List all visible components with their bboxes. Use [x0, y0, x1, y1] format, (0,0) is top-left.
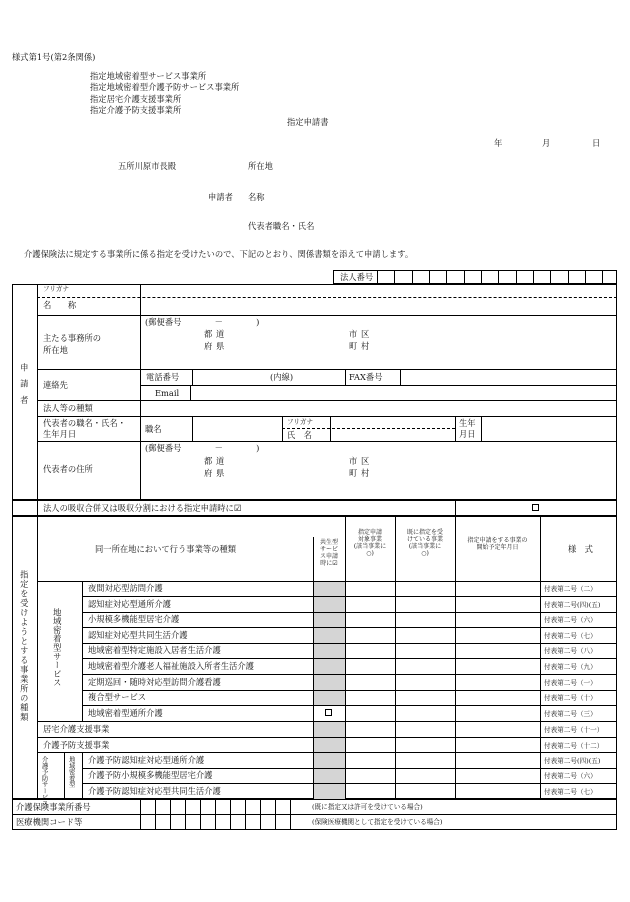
contact-label: 連絡先: [43, 380, 68, 390]
service-row-13: 介護予防小規模多機能型居宅介護: [88, 770, 213, 780]
rep-name-label: 氏 名: [287, 430, 312, 440]
date-day: 日: [592, 138, 601, 148]
service-row-4: 認知症対応型共同生活介護: [88, 630, 188, 640]
form-ref-9: 付表第二号（三）: [544, 710, 597, 718]
rep-pref-fu: 府: [204, 468, 213, 478]
group-prevention-sub-label: 地域密着型: [67, 756, 75, 788]
position-label: 職名: [145, 424, 162, 434]
pref-to: 都: [204, 329, 213, 339]
form-ref-2: 付表第二号(四)(五): [544, 601, 601, 609]
insurance-number-note: (既に指定又は許可を受けている場合): [312, 803, 423, 811]
main-office-label-2: 所在地: [43, 345, 68, 355]
merger-checkbox[interactable]: [532, 504, 539, 511]
service-row-7: 定期巡回・随時対応型訪問介護看護: [88, 677, 221, 687]
office-type-4: 指定介護予防支援事業所: [90, 105, 182, 115]
office-type-3: 指定居宅介護支援事業所: [90, 94, 182, 104]
merger-label: 法人の吸収合併又は吸収分割における指定申請時に☑: [43, 503, 242, 513]
rep-pref-to: 都: [204, 456, 213, 466]
medical-code-note: (保険医療機関として指定を受けている場合): [312, 818, 443, 826]
shared-service-checkbox[interactable]: [325, 709, 332, 716]
medical-code-input[interactable]: [141, 815, 290, 829]
form-ref-14: 付表第二号（七）: [544, 788, 597, 796]
rep-city-ku: 区: [361, 456, 370, 466]
service-row-12: 介護予防認知症対応型通所介護: [88, 755, 205, 765]
rep-furigana-label: フリガナ: [287, 418, 314, 426]
birth-label-2: 月日: [459, 429, 476, 439]
form-ref-6: 付表第二号（九）: [544, 663, 597, 671]
form-ref-12: 付表第二号(四)(五): [544, 757, 601, 765]
fax-input[interactable]: [401, 370, 616, 384]
insurance-number-label: 介護保険事業所番号: [16, 802, 91, 812]
form-ref-5: 付表第二号（八）: [544, 647, 597, 655]
furigana-label: フリガナ: [43, 285, 70, 293]
group-community-label: 地域密着型サービス: [52, 608, 63, 688]
rep-info-label-1: 代表者の職名・氏名・: [43, 418, 126, 428]
form-ref-1: 付表第二号（二）: [544, 585, 597, 593]
service-row-1: 夜間対応型訪問介護: [88, 583, 163, 593]
date-month: 月: [542, 138, 551, 148]
form-ref-3: 付表第二号（六）: [544, 616, 597, 624]
date-year: 年: [494, 138, 503, 148]
email-input[interactable]: [191, 386, 616, 399]
applicant-label: 申請者: [208, 192, 233, 202]
rep-pref-ken: 県: [216, 468, 225, 478]
city-mura: 村: [361, 341, 370, 351]
main-office-label-1: 主たる事務所の: [43, 333, 102, 343]
form-ref-11: 付表第二号（十二）: [544, 742, 604, 750]
col-header-target: 指定申請 対象事業 (該当事業に ○): [353, 529, 387, 557]
form-ref-8: 付表第二号（十）: [544, 694, 597, 702]
col-header-shared: 共生型 サービ ス申請 時に☑: [319, 539, 338, 567]
col-header-type: 同一所在地において行う事業等の種類: [95, 544, 237, 554]
location-label: 所在地: [248, 161, 273, 171]
rep-postal-code-field[interactable]: (郵便番号 － ): [145, 443, 260, 453]
rep-name-input[interactable]: [331, 429, 454, 440]
pref-ken: 県: [216, 341, 225, 351]
city-shi: 市: [349, 329, 358, 339]
service-row-3: 小規模多機能型居宅介護: [88, 614, 180, 624]
statement: 介護保険法に規定する事業所に係る指定を受けたいので、下記のとおり、関係書類を添えて申請します。: [24, 249, 414, 259]
email-label: Email: [155, 388, 180, 398]
rep-city-shi: 市: [349, 456, 358, 466]
office-type-1: 指定地域密着型サービス事業所: [90, 71, 207, 81]
corp-number-box[interactable]: [333, 270, 617, 284]
name-label: 名称: [248, 192, 265, 202]
corp-name-input[interactable]: [141, 298, 616, 314]
rep-address-label: 代表者の住所: [43, 464, 93, 474]
page-title: 指定申請書: [287, 117, 329, 127]
col-header-form: 様 式: [568, 544, 593, 554]
insurance-number-input[interactable]: [141, 800, 290, 813]
corp-name-label: 名 称: [43, 300, 77, 310]
col-header-start: 指定申請をする事業の 開始予定年月日: [467, 537, 528, 551]
form-ref-7: 付表第二号（一）: [544, 679, 597, 687]
phone-label: 電話番号: [146, 372, 180, 382]
rep-pref-do: 道: [216, 456, 225, 466]
city-ku: 区: [361, 329, 370, 339]
service-row-11: 介護予防支援事業: [43, 740, 110, 750]
services-side-label: 指定を受けようとする事業所の種類: [19, 570, 30, 722]
fax-label: FAX番号: [349, 372, 383, 382]
service-row-9: 地域密着型通所介護: [88, 708, 163, 718]
furigana-input[interactable]: [141, 285, 616, 297]
pref-fu: 府: [204, 341, 213, 351]
service-row-2: 認知症対応型通所介護: [88, 599, 171, 609]
medical-code-label: 医療機関コード等: [16, 817, 83, 827]
corp-type-label: 法人等の種類: [43, 403, 93, 413]
rep-city-mura: 村: [361, 468, 370, 478]
position-input[interactable]: [193, 417, 281, 440]
service-row-8: 複合型サービス: [88, 692, 147, 702]
birth-input[interactable]: [482, 417, 616, 440]
service-row-14: 介護予防認知症対応型共同生活介護: [88, 786, 221, 796]
rep-info-label-2: 生年月日: [43, 429, 77, 439]
form-ref-13: 付表第二号（六）: [544, 772, 597, 780]
form-ref-10: 付表第二号（十一）: [544, 726, 604, 734]
col-header-existing: 既に指定を受 けている事業 (該当事業に ○): [406, 529, 443, 557]
applicant-side-label: 申請者: [19, 363, 30, 412]
corp-number-label: 法人番号: [340, 272, 374, 282]
representative-label: 代表者職名・氏名: [248, 221, 315, 231]
city-machi: 町: [349, 341, 358, 351]
addressee: 五所川原市長殿: [118, 161, 177, 171]
rep-city-machi: 町: [349, 468, 358, 478]
postal-code-field[interactable]: (郵便番号 － ): [145, 317, 260, 327]
form-number: 様式第1号(第2条関係): [12, 52, 96, 62]
group-prevention-label: 介護予防サービス: [40, 756, 48, 807]
birth-label-1: 生年: [459, 418, 476, 428]
form-ref-4: 付表第二号（七）: [544, 632, 597, 640]
service-row-10: 居宅介護支援事業: [43, 724, 110, 734]
service-row-6: 地域密着型介護老人福祉施設入所者生活介護: [88, 661, 254, 671]
extension-label: (内線): [270, 372, 294, 382]
phone-input[interactable]: [193, 370, 344, 384]
pref-do: 道: [216, 329, 225, 339]
office-type-2: 指定地域密着型介護予防サービス事業所: [90, 82, 240, 92]
service-row-5: 地域密着型特定施設入居者生活介護: [88, 645, 221, 655]
